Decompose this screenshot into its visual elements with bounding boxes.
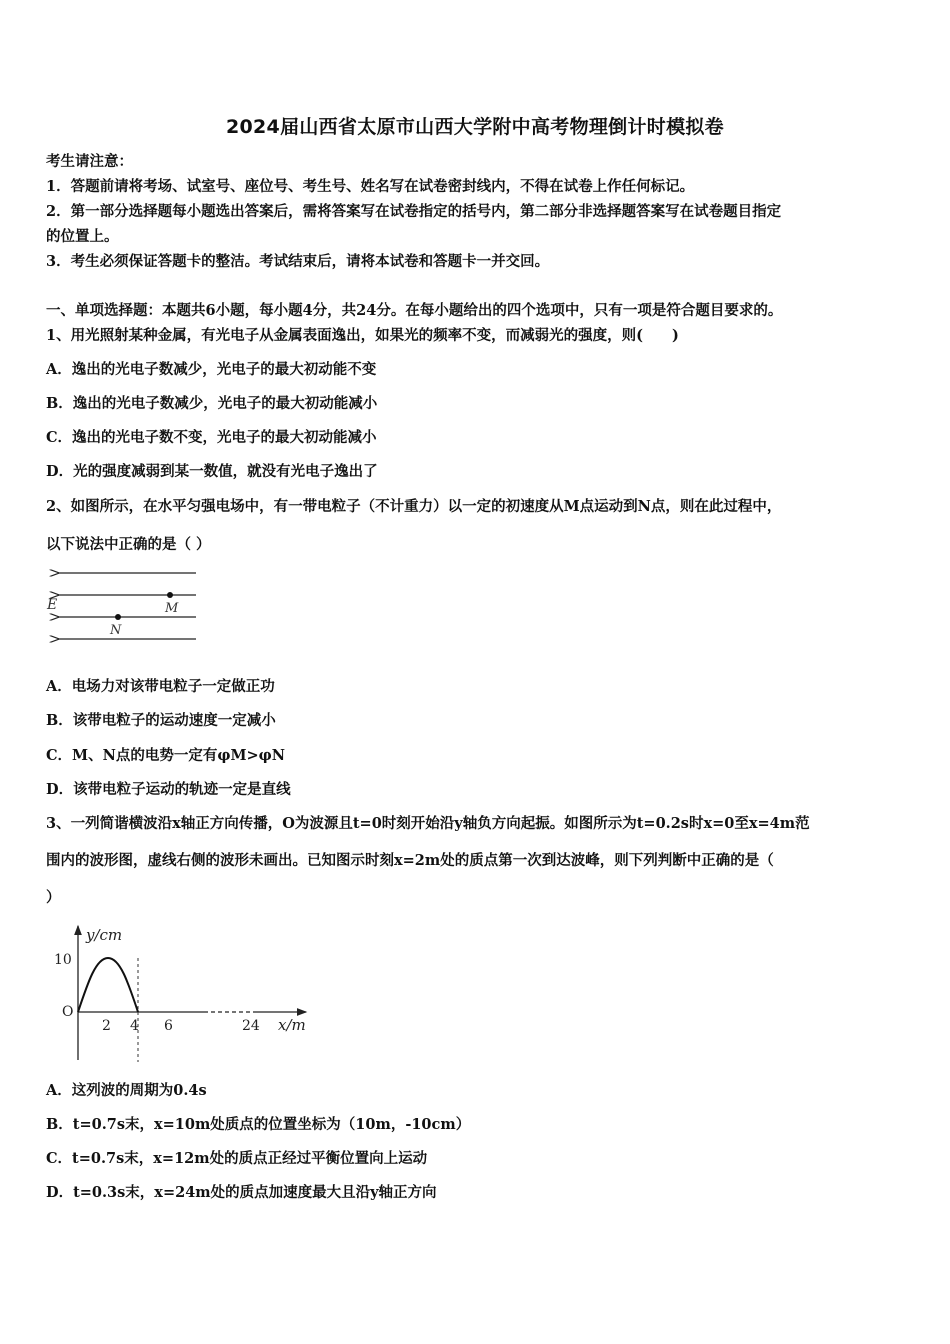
q2-field-figure	[44, 563, 204, 645]
x-tick-24: 24	[242, 1018, 260, 1034]
q2-option-d: D．该带电粒子运动的轨迹一定是直线	[46, 781, 291, 798]
q2-stem-line2: 以下说法中正确的是（ ）	[46, 536, 211, 553]
q3-option-c: C．t=0.7s末，x=12m处的质点正经过平衡位置向上运动	[46, 1150, 428, 1167]
origin-label: O	[62, 1004, 74, 1020]
point-m-label: M	[165, 601, 179, 616]
field-label-e: E	[47, 597, 58, 613]
q3-stem-line1: 3、一列简谐横波沿x轴正方向传播，O为波源且t=0时刻开始沿y轴负方向起振。如图所示为t=0.2s时x=0至x=4m范	[46, 815, 810, 832]
point-n-dot	[115, 614, 121, 620]
q3-option-a: A．这列波的周期为0.4s	[46, 1082, 207, 1099]
x-tick-2: 2	[102, 1018, 111, 1034]
notice-item-2-cont: 的位置上。	[46, 228, 119, 245]
q1-option-b: B．逸出的光电子数减少，光电子的最大初动能减小	[46, 395, 378, 412]
q3-option-d: D．t=0.3s末，x=24m处的质点加速度最大且沿y轴正方向	[46, 1184, 437, 1201]
q1-option-c: C．逸出的光电子数不变，光电子的最大初动能减小	[46, 429, 377, 446]
q3-stem-line3: ）	[46, 889, 61, 906]
q2-stem-line1: 2、如图所示，在水平匀强电场中，有一带电粒子（不计重力）以一定的初速度从M点运动到N点，则在此过程中，	[46, 498, 782, 515]
notice-item-1: 1．答题前请将考场、试室号、座位号、考生号、姓名写在试卷密封线内，不得在试卷上作任何标记。	[46, 178, 695, 195]
notice-item-2: 2．第一部分选择题每小题选出答案后，需将答案写在试卷指定的括号内，第二部分非选择题答案写在试卷题目指定	[46, 203, 782, 220]
x-axis-label: x/m	[278, 1016, 306, 1034]
x-tick-4: 4	[130, 1018, 139, 1034]
notice-heading: 考生请注意：	[46, 153, 133, 170]
notice-item-3: 3．考生必须保证答题卡的整洁。考试结束后，请将本试卷和答题卡一并交回。	[46, 253, 550, 270]
section-heading: 一、单项选择题：本题共6小题，每小题4分，共24分。在每小题给出的四个选项中，只有一项是符合题目要求的。	[46, 302, 783, 319]
page-title: 2024届山西省太原市山西大学附中高考物理倒计时模拟卷	[226, 116, 724, 138]
q3-option-b: B．t=0.7s末，x=10m处质点的位置坐标为（10m，-10cm）	[46, 1116, 471, 1133]
y-axis-label: y/cm	[86, 926, 123, 944]
q1-option-a: A．逸出的光电子数减少，光电子的最大初动能不变	[46, 361, 377, 378]
q2-option-a: A．电场力对该带电粒子一定做正功	[46, 678, 275, 695]
q1-stem: 1、用光照射某种金属，有光电子从金属表面逸出，如果光的频率不变，而减弱光的强度，则( )	[46, 327, 679, 344]
point-m-dot	[167, 592, 173, 598]
q2-option-b: B．该带电粒子的运动速度一定减小	[46, 712, 276, 729]
y-tick-10: 10	[54, 952, 72, 968]
wave-curve	[78, 958, 138, 1012]
q3-wave-figure	[44, 920, 314, 1066]
q2-option-c: C．M、N点的电势一定有φM>φN	[46, 747, 286, 764]
q3-stem-line2: 围内的波形图，虚线右侧的波形未画出。已知图示时刻x=2m处的质点第一次到达波峰，则下列判断中正确的是（	[46, 852, 774, 869]
point-n-label: N	[110, 623, 122, 638]
q1-option-d: D．光的强度减弱到某一数值，就没有光电子逸出了	[46, 463, 378, 480]
x-tick-6: 6	[164, 1018, 173, 1034]
